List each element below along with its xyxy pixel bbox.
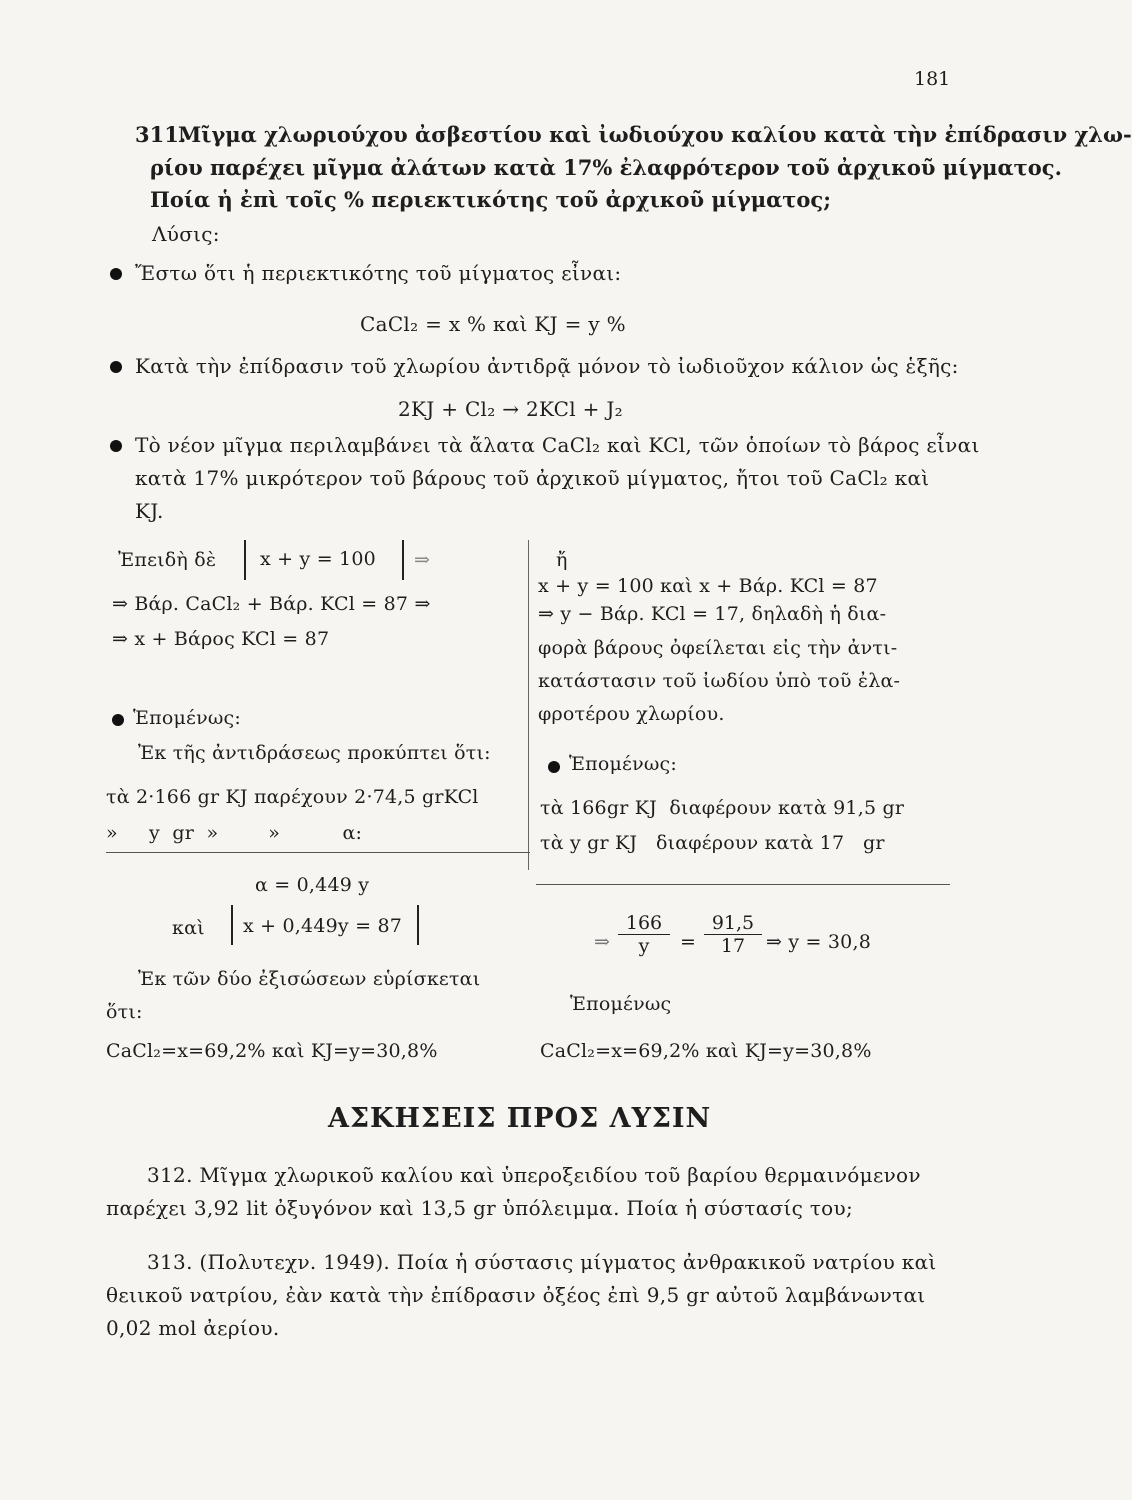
left-epomenos: Ἑπομένως: — [133, 707, 241, 729]
right-epomenos: Ἑπομένως: — [569, 753, 677, 775]
boxed-equation-2 — [231, 905, 419, 945]
bullet-icon — [110, 361, 122, 373]
boxed-equation-1 — [244, 540, 404, 580]
bullet-text-3-line-3: KJ. — [135, 499, 164, 523]
left-oti: ὅτι: — [106, 1001, 143, 1023]
right-line-5: φροτέρου χλωρίου. — [538, 703, 725, 725]
boxed-equation-1-text: x + y = 100 — [260, 548, 376, 570]
bullet-icon — [548, 761, 560, 773]
right-line-3: φορὰ βάρους ὀφείλεται εἰς τὴν ἀντι- — [538, 637, 898, 659]
left-alpha: α = 0,449 y — [255, 874, 370, 896]
left-kai: καὶ — [172, 917, 205, 939]
equation-composition: CaCl₂ = x % καὶ KJ = y % — [360, 312, 626, 336]
fraction-equals: = — [680, 931, 697, 953]
left-epeidi: Ἐπειδὴ δὲ — [118, 549, 217, 571]
left-row-1: τὰ 2·166 gr KJ παρέχουν 2·74,5 grKCl — [106, 786, 479, 808]
right-line-4: κατάστασιν τοῦ ἰωδίου ὑπὸ τοῦ ἐλα- — [538, 670, 901, 692]
bullet-icon — [112, 714, 124, 726]
left-line-3: ⇒ x + Βάρος KCl = 87 — [112, 628, 330, 650]
bullet-text-3-line-1: Τὸ νέον μῖγμα περιλαμβάνει τὰ ἄλατα CaCl₂ καὶ KCl, τῶν ὁποίων τὸ βάρος εἶναι — [135, 433, 980, 457]
fraction-denominator: y — [638, 935, 650, 957]
page-number: 181 — [914, 68, 951, 90]
fraction-915-over-17 — [704, 912, 762, 957]
left-line-2: ⇒ Βάρ. CaCl₂ + Βάρ. KCl = 87 ⇒ — [112, 593, 431, 615]
column-divider — [528, 540, 529, 870]
left-ek-tis: Ἐκ τῆς ἀντιδράσεως προκύπτει ὅτι: — [138, 742, 491, 764]
left-ek-ton: Ἐκ τῶν δύο ἐξισώσεων εὑρίσκεται — [138, 968, 481, 990]
problem-line-3: Ποία ἡ ἐπὶ τοῖς % περιεκτικότης τοῦ ἀρχικοῦ μίγματος; — [150, 187, 831, 212]
bullet-icon — [110, 440, 122, 452]
bullet-text-1: Ἔστω ὅτι ἡ περιεκτικότης τοῦ μίγματος εἶναι: — [135, 261, 622, 285]
exercise-312-line-2: παρέχει 3,92 lit ὀξυγόνον καὶ 13,5 gr ὑπόλειμμα. Ποία ἡ σύστασίς του; — [106, 1196, 854, 1220]
fraction-numerator: 91,5 — [704, 912, 762, 935]
left-row-2: » y gr » » α: — [106, 822, 363, 844]
right-line-2: ⇒ y − Βάρ. KCl = 17, δηλαδὴ ἡ δια- — [538, 603, 887, 625]
exercise-312-line-1: 312. Μῖγμα χλωρικοῦ καλίου καὶ ὑπεροξειδίου τοῦ βαρίου θερμαινόμενον — [147, 1163, 921, 1187]
boxed-equation-2-text: x + 0,449y = 87 — [243, 915, 403, 937]
problem-line-1: Μῖγμα χλωριούχου ἀσβεστίου καὶ ἰωδιούχου καλίου κατὰ τὴν ἐπίδρασιν χλω- — [178, 122, 1132, 147]
right-i: ἤ — [556, 549, 568, 571]
right-arrow: ⇒ — [594, 931, 611, 953]
separator-line — [536, 884, 950, 885]
bullet-icon — [110, 268, 122, 280]
exercise-313-line-1: 313. (Πολυτεχν. 1949). Ποία ἡ σύστασις μίγματος ἀνθρακικοῦ νατρίου καὶ — [147, 1250, 937, 1274]
problem-number: 311. — [135, 122, 187, 147]
problem-line-2: ρίου παρέχει μῖγμα ἀλάτων κατὰ 17% ἐλαφρότερον τοῦ ἀρχικοῦ μίγματος. — [150, 155, 1062, 180]
fraction-166-over-y — [618, 912, 670, 957]
fraction-numerator: 166 — [618, 912, 670, 935]
right-row-1: τὰ 166gr KJ διαφέρουν κατὰ 91,5 gr — [540, 797, 905, 819]
left-arrow: ⇒ — [414, 549, 431, 571]
left-result: CaCl₂=x=69,2% καὶ KJ=y=30,8% — [106, 1040, 438, 1062]
right-answer: ⇒ y = 30,8 — [766, 931, 871, 953]
separator-line — [106, 852, 530, 853]
right-epomenos-2: Ἑπομένως — [570, 993, 672, 1015]
bullet-text-2: Κατὰ τὴν ἐπίδρασιν τοῦ χλωρίου ἀντιδρᾷ μόνον τὸ ἰωδιοῦχον κάλιον ὡς ἑξῆς: — [135, 354, 959, 378]
right-line-1: x + y = 100 καὶ x + Βάρ. KCl = 87 — [538, 575, 878, 597]
exercises-heading: ΑΣΚΗΣΕΙΣ ΠΡΟΣ ΛΥΣΙΝ — [328, 1103, 712, 1134]
right-result: CaCl₂=x=69,2% καὶ KJ=y=30,8% — [540, 1040, 872, 1062]
solution-label: Λύσις: — [152, 222, 220, 246]
exercise-313-line-2: θειικοῦ νατρίου, ἐὰν κατὰ τὴν ἐπίδρασιν ὀξέος ἐπὶ 9,5 gr αὐτοῦ λαμβάνωνται — [106, 1283, 926, 1307]
right-row-2: τὰ y gr KJ διαφέρουν κατὰ 17 gr — [540, 832, 885, 854]
exercise-313-line-3: 0,02 mol ἀερίου. — [106, 1316, 280, 1340]
equation-reaction: 2KJ + Cl₂ → 2KCl + J₂ — [398, 397, 623, 421]
fraction-denominator: 17 — [720, 935, 746, 957]
bullet-text-3-line-2: κατὰ 17% μικρότερον τοῦ βάρους τοῦ ἀρχικοῦ μίγματος, ἤτοι τοῦ CaCl₂ καὶ — [135, 466, 930, 490]
